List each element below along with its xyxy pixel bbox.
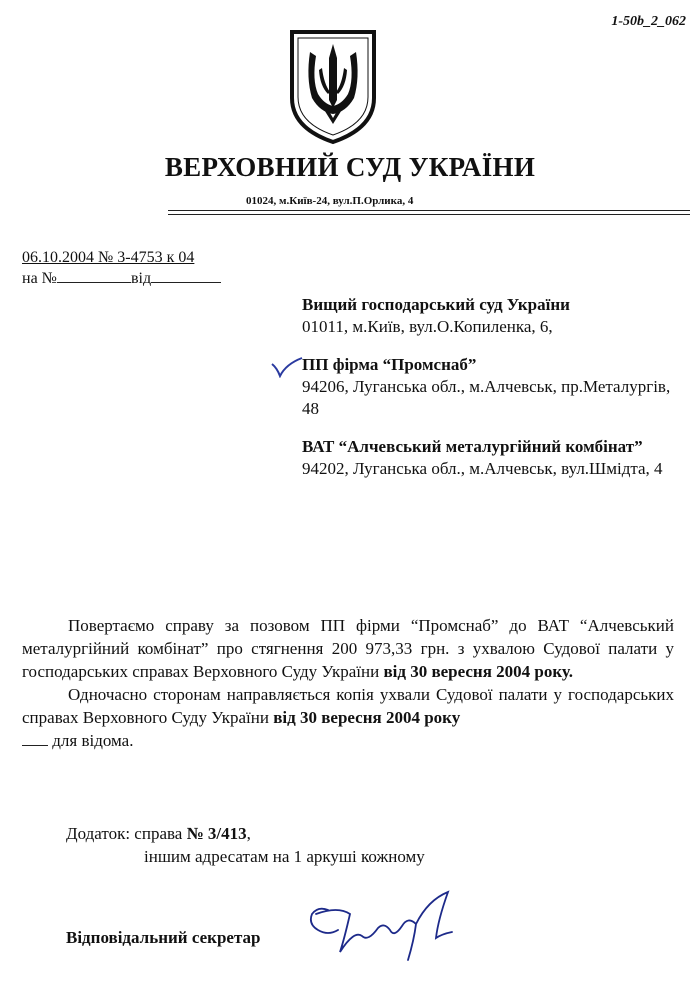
addressee: [302, 294, 682, 338]
ref-mid: від: [130, 270, 152, 287]
letter-body: [22, 614, 674, 752]
body-paragraph: [22, 683, 674, 752]
outgoing-reference: [22, 248, 221, 289]
ref-prefix: на №: [22, 270, 57, 287]
document-code: 1-50b_2_062: [611, 14, 686, 29]
trident-emblem-icon: [288, 28, 378, 146]
organization-address: 01024, м.Київ-24, вул.П.Орлика, 4: [246, 195, 414, 207]
addressee: [302, 436, 682, 480]
checkmark-icon: [270, 356, 304, 378]
addressee-name: ПП фірма “Промснаб”: [302, 355, 477, 374]
addressee-name: Вищий господарський суд України: [302, 295, 570, 314]
signatory-role: Відповідальний секретар: [66, 928, 261, 947]
paragraph-date: від 30 вересня 2004 року: [273, 708, 461, 727]
attachment-note: [66, 822, 425, 868]
addressees-list: [302, 294, 682, 496]
addressee-address: 94206, Луганська обл., м.Алчевськ, пр.Металургів, 48: [302, 377, 671, 418]
ref-number-blank: [57, 268, 131, 283]
body-paragraph: [22, 614, 674, 683]
addressee: [302, 354, 682, 420]
attachment-line-2: іншим адресатам на 1 аркуші кожному: [144, 847, 425, 866]
paragraph-text: Повертаємо справу за позовом ПП фірми “Промснаб” до ВАТ “Алчевський металургійний комбінат” про стягнення 200 973,33 грн. з ухвалою Судової палати у господарських справах Верховного Суду України: [22, 616, 674, 681]
addressee-address: 01011, м.Київ, вул.О.Копиленка, 6,: [302, 317, 553, 336]
addressee-address: 94202, Луганська обл., м.Алчевськ, вул.Шмідта, 4: [302, 459, 663, 478]
addressee-name: ВАТ “Алчевський металургійний комбінат”: [302, 437, 643, 456]
paragraph-tail: для відома.: [48, 731, 134, 750]
header-divider-bottom: [168, 214, 690, 215]
outgoing-date-number: 06.10.2004 № 3-4753 к 04: [22, 249, 195, 266]
organization-title: ВЕРХОВНИЙ СУД УКРАЇНИ: [164, 152, 536, 182]
paragraph-date: від 30 вересня 2004 року.: [383, 662, 573, 681]
inline-blank: [22, 731, 48, 746]
header-divider-top: [168, 210, 690, 211]
ref-date-blank: [151, 268, 221, 283]
case-number: № 3/413: [186, 824, 247, 843]
attachment-label: Додаток: справа: [66, 824, 187, 843]
handwritten-signature: [298, 880, 458, 970]
attachment-comma: ,: [246, 824, 251, 843]
paragraph-text: Одночасно сторонам направляється копія ухвали Судової палати у господарських справах Верховного Суду України: [22, 685, 674, 727]
